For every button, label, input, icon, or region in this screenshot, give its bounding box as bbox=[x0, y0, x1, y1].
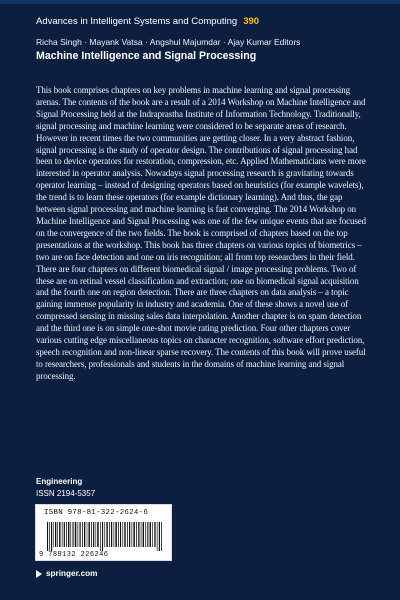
author-line bbox=[36, 38, 366, 50]
isbn-label: ISBN 978-81-322-2624-6 bbox=[44, 509, 149, 517]
barcode-number: 9 788132 226246 bbox=[39, 551, 109, 559]
publisher-url: springer.com bbox=[46, 568, 98, 578]
book-title: Machine Intelligence and Signal Processing bbox=[36, 50, 257, 62]
series-number: 390 bbox=[243, 16, 260, 28]
publisher-link[interactable] bbox=[36, 568, 156, 580]
barcode-icon bbox=[47, 522, 163, 551]
editor-role: Editors bbox=[273, 37, 301, 47]
isbn-barcode-block bbox=[35, 504, 172, 561]
book-description: This book comprises chapters on key problems in machine learning and signal processing arenas. The contents of the book are a result of a 2014 Workshop on Machine Intelligence and Signal Processing held at the Indraprastha Institute of Information Technology. Traditionally, signal processing and machine learning were considered to be separate areas of research. However in recent times the two communities are getting closer. In a very abstract fashion, signal processing is the study of operator design. The contributions of signal processing had been to device operators for restoration, compression, etc. Applied Mathematicians were more interested in operator analysis. Nowadays signal processing research is gravitating towards operator learning – instead of designing operators based on heuristics (for example wavelets), the trend is to learn these operators (for example dictionary learning). And thus, the gap between signal processing and machine learning is fast converging. The 2014 Workshop on Machine Intelligence and Signal Processing was one of the few unique events that are focused on the convergence of the two fields. The book is comprised of chapters based on the top presentations at the workshop. This book has three chapters on various topics of biometrics – two are on face detection and one on iris recognition; all from top researchers in their field. There are four chapters on different biomedical signal / image processing problems. Two of these are on retinal vessel classification and extraction; one on biomedical signal acquisition and the fourth one on region detection. There are three chapters on data analysis – a topic gaining immense popularity in industry and academia. One of these shows a novel use of compressed sensing in missing sales data interpolation. Another chapter is on spam detection and the third one is on simple one-shot movie rating prediction. Four other chapters cover various cutting edge miscellaneous topics on character recognition, software effort prediction, speech recognition and non-linear sparse recovery. The contents of this book will prove useful to researchers, professionals and students in the domains of machine learning and signal processing. bbox=[36, 85, 367, 381]
top-rule bbox=[0, 0, 400, 4]
subject-category: Engineering bbox=[36, 477, 83, 486]
triangle-right-icon bbox=[36, 570, 42, 578]
series-title: Advances in Intelligent Systems and Computing bbox=[36, 16, 238, 28]
author-list: Richa Singh · Mayank Vatsa · Angshul Majumdar · Ajay Kumar bbox=[36, 37, 272, 47]
series-header bbox=[36, 15, 376, 29]
issn-number: ISSN 2194-5357 bbox=[36, 489, 96, 498]
